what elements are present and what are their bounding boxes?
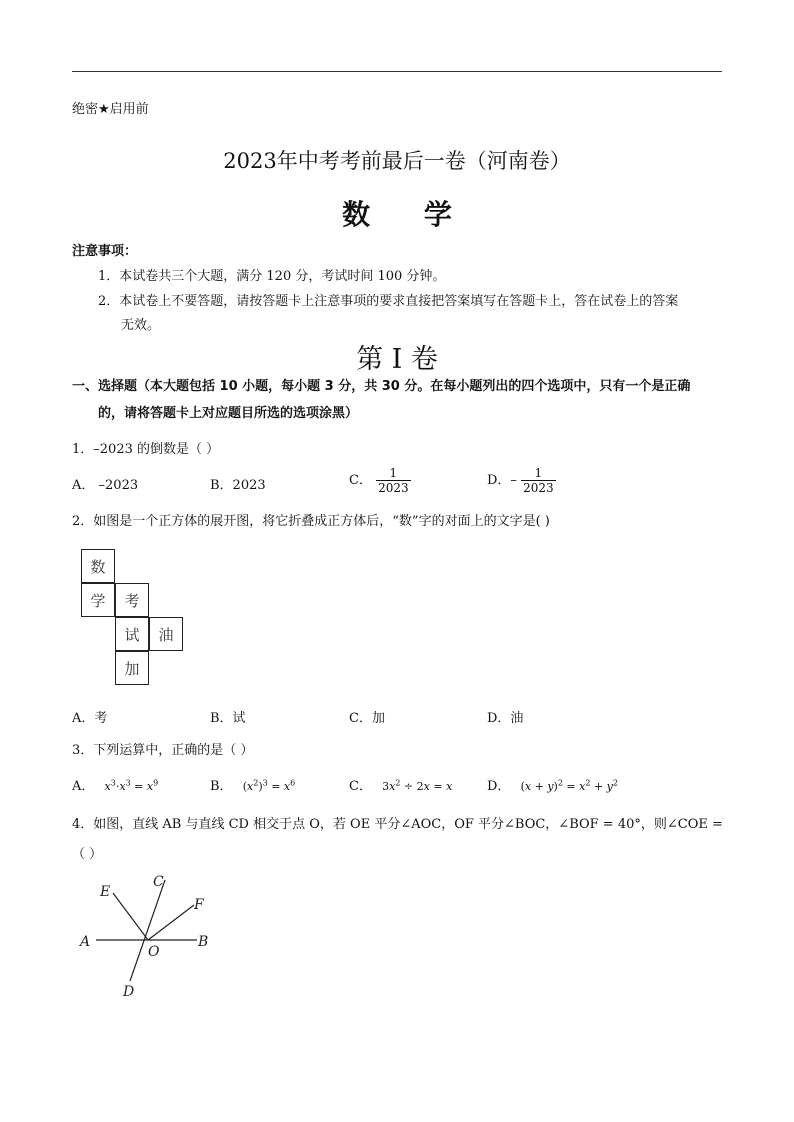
q4-stem-line2: （ ）	[72, 847, 103, 862]
q2-option-b: B．试	[210, 711, 246, 726]
exam-title: 2023年中考考前最后一卷（河南卷）	[223, 149, 571, 173]
q3-option-d	[487, 775, 618, 794]
q2-option-c: C．加	[349, 711, 385, 726]
q1-option-b: B．2023	[210, 478, 266, 493]
notice-item-2: 2．本试卷上不要答题，请按答题卡上注意事项的要求直接把答案填写在答题卡上，答在试卷上的答案	[98, 294, 679, 309]
label-B: B	[198, 934, 209, 950]
net-cell-you: 油	[149, 617, 183, 651]
q3-option-a-label: A．	[72, 779, 95, 794]
q1-option-a: A． –2023	[72, 478, 139, 493]
q3-option-d-label: D．	[487, 779, 511, 794]
ray-OE	[113, 893, 148, 940]
q3-stem: 3．下列运算中，正确的是（ ）	[72, 743, 254, 758]
q3-option-c-formula: $3x^2 \div 2x = x$	[382, 778, 453, 793]
q1-stem: 1．–2023 的倒数是（ ）	[72, 442, 220, 457]
q1-option-d	[487, 466, 556, 495]
part-title: 第 I 卷	[356, 344, 438, 375]
q3-option-d-formula: $(x + y)^2 = x^2 + y^2$	[520, 778, 618, 793]
net-cell-jia: 加	[115, 651, 149, 685]
section-heading: 一、选择题（本大题包括 10 小题，每小题 3 分，共 30 分。在每小题列出的四个选项中，只有一个是正确	[72, 379, 691, 394]
q3-option-b	[210, 775, 295, 794]
notice-item-2-cont: 无效。	[121, 318, 161, 333]
q4-stem-line1: 4．如图，直线 AB 与直线 CD 相交于点 O，若 OE 平分∠AOC，OF 平分∠BOC，∠BOF = 40°，则∠COE =	[72, 817, 723, 832]
q2-option-d: D．油	[487, 711, 524, 726]
q1-option-c	[349, 466, 411, 495]
q3-option-b-formula: $(x^2)^3 = x^6$	[242, 778, 296, 793]
subject-title: 数 学	[342, 198, 474, 231]
angle-figure	[70, 868, 230, 1008]
q3-option-c	[349, 775, 452, 794]
q3-option-b-label: B．	[210, 779, 233, 794]
q1-option-d-label: D．–	[487, 473, 517, 488]
q3-option-a	[72, 775, 158, 794]
notice-heading: 注意事项：	[72, 244, 138, 259]
label-O: O	[148, 944, 160, 960]
q1-c-denominator: 2023	[378, 481, 409, 495]
net-cell-kao: 考	[115, 583, 149, 617]
net-cell-shi: 试	[115, 617, 149, 651]
q1-option-d-fraction	[521, 466, 556, 495]
q3-option-c-label: C．	[349, 779, 372, 794]
q3-option-a-formula: $x^3\cdot x^3 = x^9$	[104, 778, 159, 793]
label-D: D	[123, 984, 135, 1000]
notice-item-1: 1．本试卷共三个大题，满分 120 分，考试时间 100 分钟。	[98, 269, 446, 284]
q1-c-numerator: 1	[376, 466, 411, 481]
header-rule	[72, 71, 722, 72]
section-heading-cont: 的，请将答题卡上对应题目所选的选项涂黑）	[98, 406, 359, 421]
q1-option-c-fraction	[376, 466, 411, 495]
label-A: A	[80, 934, 91, 950]
q2-stem: 2．如图是一个正方体的展开图，将它折叠成正方体后，“数”字的对面上的文字是( )	[72, 514, 550, 529]
label-C: C	[153, 874, 164, 890]
q1-d-numerator: 1	[521, 466, 556, 481]
q2-option-a: A．考	[72, 711, 108, 726]
net-cell-shu: 数	[81, 549, 115, 583]
q1-d-denominator: 2023	[523, 481, 554, 495]
label-E: E	[100, 884, 111, 900]
secret-label: 绝密★启用前	[72, 102, 149, 117]
net-cell-xue: 学	[81, 583, 115, 617]
label-F: F	[194, 897, 204, 913]
q1-option-c-label: C．	[349, 473, 372, 488]
